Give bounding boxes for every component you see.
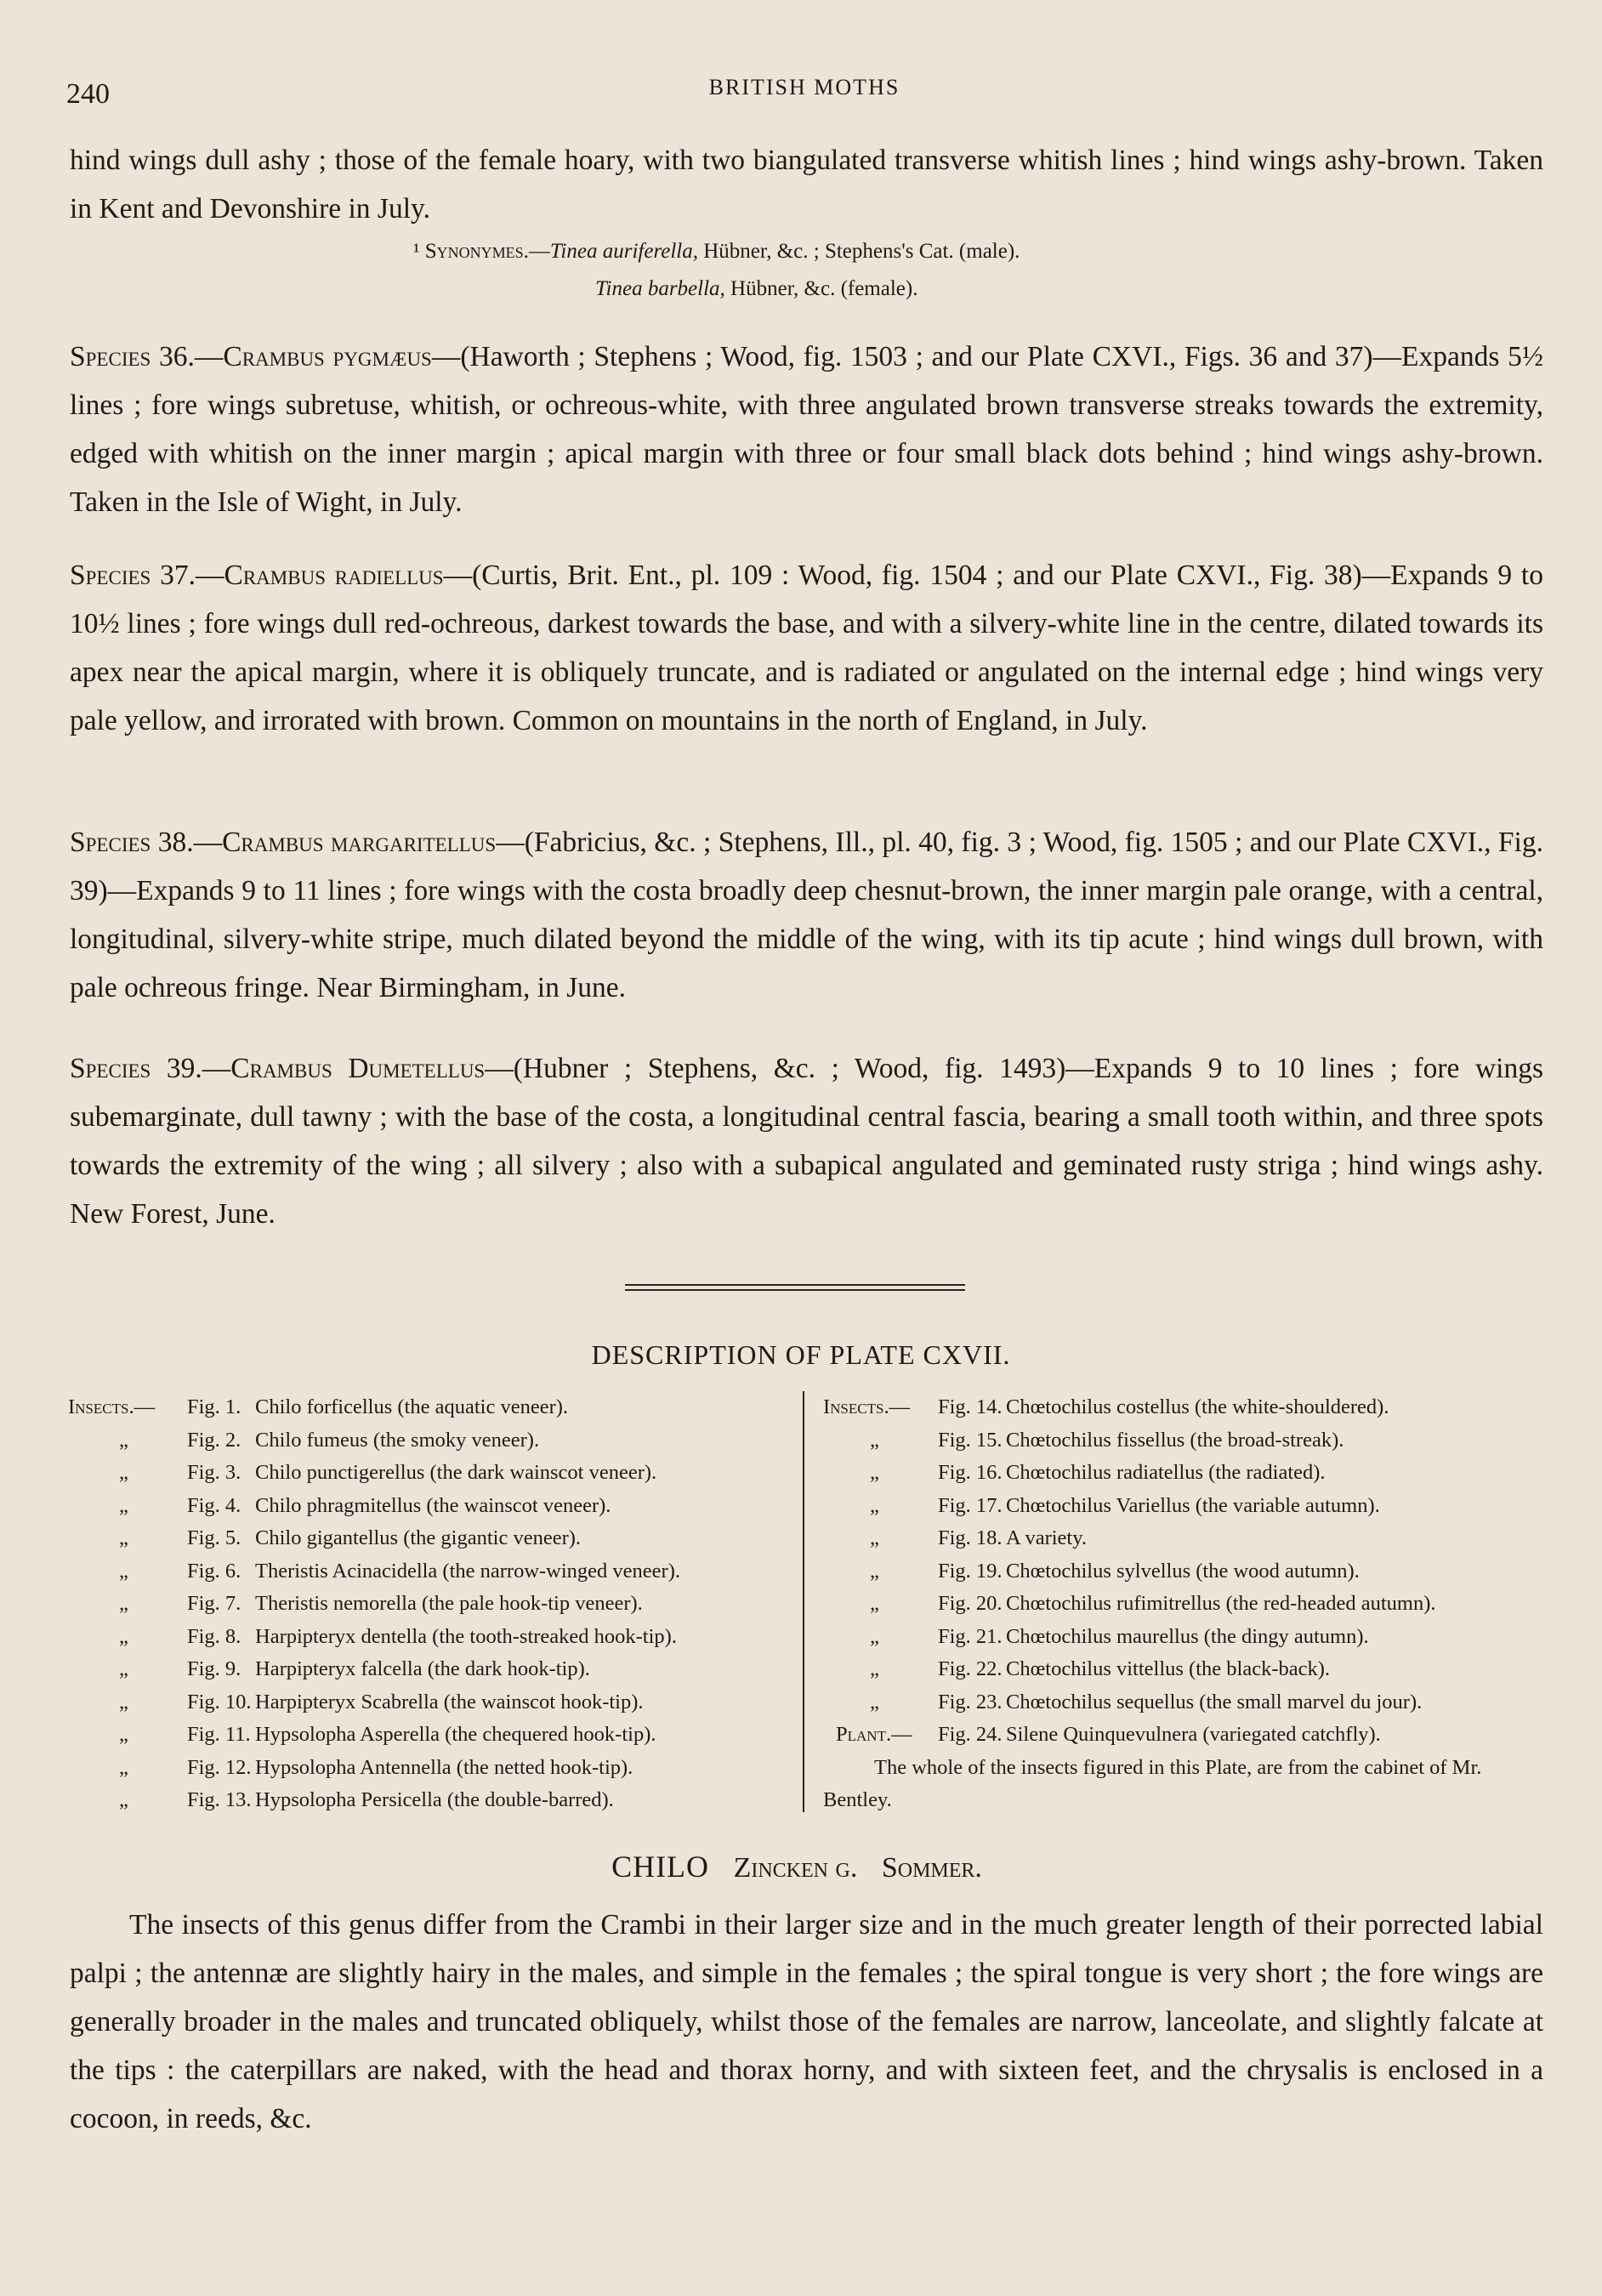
plate-list-right xyxy=(823,1391,1546,1817)
plate-entry: „ Fig. 2. Chilo fumeus (the smoky veneer). xyxy=(119,1428,540,1452)
plate-entry: „ Fig. 20. Chœtochilus rufimitrellus (the red-headed autumn). xyxy=(870,1592,1436,1615)
synonym-rest-1: Hübner, &c. ; Stephens's Cat. (male). xyxy=(697,240,1020,263)
synonym-name-1: Tinea auriferella, xyxy=(549,240,698,263)
species-37-heading: Species 37.—Crambus radiellus xyxy=(70,560,444,591)
synonym-rest-2: Hübner, &c. (female). xyxy=(724,277,918,300)
species-39-heading: Species 39.—Crambus Dumetellus xyxy=(70,1053,486,1084)
species-36-text: —(Haworth ; Stephens ; Wood, fig. 1503 ; and our Plate CXVI., Figs. 36 and 37)—Expands 5½ lines ; fore wings subretuse, whitish, or ochreous-white, with three angulated brown transverse streaks towards the extremity, edged with whitish on the inner margin ; apical margin with three or four small black dots behind ; hind wings ashy-brown. Taken in the Isle of Wight, in July. xyxy=(70,341,1543,518)
continuation-text: hind wings dull ashy ; those of the female hoary, with two biangulated transverse whitish lines ; hind wings ashy-brown. Taken in Kent and Devonshire in July. xyxy=(70,145,1543,224)
species-38 xyxy=(70,818,1543,1012)
plate-entry: Insects.— Fig. 14. Chœtochilus costellus (the white-shouldered). xyxy=(823,1395,1389,1418)
plate-entry: Plant.— Fig. 24. Silene Quinquevulnera (variegated catchfly). xyxy=(836,1723,1381,1746)
plate-list-left xyxy=(68,1391,799,1817)
species-36 xyxy=(70,332,1543,526)
page-number: 240 xyxy=(66,78,110,110)
plate-entry: „ Fig. 6. Theristis Acinacidella (the narrow-winged veneer). xyxy=(119,1559,681,1583)
plate-entry: „ Fig. 4. Chilo phragmitellus (the wainscot veneer). xyxy=(119,1493,611,1517)
genus-author-2: Sommer. xyxy=(881,1852,982,1884)
genus-description xyxy=(70,1901,1543,2143)
plate-entry: „ Fig. 17. Chœtochilus Variellus (the variable autumn). xyxy=(870,1493,1380,1517)
species-37 xyxy=(70,551,1543,745)
species-38-text: —(Fabricius, &c. ; Stephens, Ill., pl. 40, fig. 3 ; Wood, fig. 1505 ; and our Plate CXVI., Fig. 39)—Expands 9 to 11 lines ; fore wings with the costa broadly deep chesnut-brown, the inner margin pale orange, with a central, longitudinal, silvery-white stripe, much dilated beyond the middle of the wing, with its tip acute ; hind wings dull brown, with pale ochreous fringe. Near Birmingham, in June. xyxy=(70,827,1543,1003)
synonym-line-1 xyxy=(0,233,1602,270)
genus-author-1: Zincken g. xyxy=(733,1852,858,1884)
synonyms-label: ¹ Synonymes.— xyxy=(413,240,550,263)
plate-note: The whole of the insects figured in this Plate, are from the cabinet of Mr. Bentley. xyxy=(823,1755,1482,1811)
species-37-text: —(Curtis, Brit. Ent., pl. 109 : Wood, fig. 1504 ; and our Plate CXVI., Fig. 38)—Expands 9 to 10½ lines ; fore wings dull red-ochreous, darkest towards the base, and with a silvery-white line in the centre, dilated towards its apex near the apical margin, where it is obliquely truncate, and is radiated or angulated on the internal edge ; hind wings very pale yellow, and irrorated with brown. Common on mountains in the north of England, in July. xyxy=(70,560,1543,736)
plate-entry: „ Fig. 10. Harpipteryx Scabrella (the wainscot hook-tip). xyxy=(119,1690,644,1713)
column-divider xyxy=(803,1391,804,1812)
plate-entry: Insects.— Fig. 1. Chilo forficellus (the aquatic veneer). xyxy=(68,1395,569,1418)
species-39 xyxy=(70,1044,1543,1238)
plate-entry: „ Fig. 12. Hypsolopha Antennella (the netted hook-tip). xyxy=(119,1755,633,1779)
species-38-heading: Species 38.—Crambus margaritellus xyxy=(70,827,497,858)
running-head: BRITISH MOTHS xyxy=(708,75,900,99)
plate-entry: „ Fig. 13. Hypsolopha Persicella (the double-barred). xyxy=(119,1788,614,1811)
genus-name: CHILO xyxy=(611,1850,710,1884)
plate-entry: „ Fig. 7. Theristis nemorella (the pale hook-tip veneer). xyxy=(119,1592,643,1615)
synonym-line-2 xyxy=(0,270,1602,308)
species-36-heading: Species 36.—Crambus pygmæus xyxy=(70,341,432,372)
genus-heading xyxy=(0,1849,1602,1884)
synonym-name-2: Tinea barbella, xyxy=(595,277,725,300)
plate-entry: „ Fig. 15. Chœtochilus fissellus (the broad-streak). xyxy=(870,1428,1344,1452)
plate-entry: „ Fig. 16. Chœtochilus radiatellus (the radiated). xyxy=(870,1461,1326,1484)
plate-entry: „ Fig. 11. Hypsolopha Asperella (the chequered hook-tip). xyxy=(119,1723,656,1746)
plate-entry: „ Fig. 22. Chœtochilus vittellus (the black-back). xyxy=(870,1657,1331,1680)
section-divider-rule xyxy=(625,1284,965,1286)
page-header xyxy=(66,71,1542,114)
plate-entry: „ Fig. 23. Chœtochilus sequellus (the small marvel du jour). xyxy=(870,1690,1423,1713)
plate-entry: „ Fig. 8. Harpipteryx dentella (the tooth-streaked hook-tip). xyxy=(119,1624,677,1648)
paragraph-continuation xyxy=(70,136,1543,233)
plate-entry: „ Fig. 5. Chilo gigantellus (the gigantic veneer). xyxy=(119,1526,582,1549)
section-divider-rule-2 xyxy=(625,1289,965,1291)
species-39-text: —(Hubner ; Stephens, &c. ; Wood, fig. 1493)—Expands 9 to 10 lines ; fore wings subemarginate, dull tawny ; with the base of the costa, a longitudinal central fascia, bearing a small tooth within, and three spots towards the extremity of the wing ; all silvery ; also with a subapical angulated and geminated rusty striga ; hind wings ashy. New Forest, June. xyxy=(70,1053,1543,1230)
synonyms-footnote xyxy=(0,233,1602,308)
plate-entry: „ Fig. 9. Harpipteryx falcella (the dark hook-tip). xyxy=(119,1657,590,1680)
genus-description-text: The insects of this genus differ from the Crambi in their larger size and in the much greater length of their porrected labial palpi ; the antennæ are slightly hairy in the males, and simple in the females ; the spiral tongue is very short ; the fore wings are generally broader in the males and truncated obliquely, whilst those of the females are narrow, lanceolate, and slightly falcate at the tips : the caterpillars are naked, with the head and thorax horny, and with sixteen feet, and the chrysalis is enclosed in a cocoon, in reeds, &c. xyxy=(70,1909,1543,2134)
plate-entry: „ Fig. 19. Chœtochilus sylvellus (the wood autumn). xyxy=(870,1559,1360,1583)
plate-entry: „ Fig. 18. A variety. xyxy=(870,1526,1088,1549)
plate-entry: „ Fig. 3. Chilo punctigerellus (the dark wainscot veneer). xyxy=(119,1461,657,1484)
plate-entry: „ Fig. 21. Chœtochilus maurellus (the dingy autumn). xyxy=(870,1624,1369,1648)
plate-description-title: DESCRIPTION OF PLATE CXVII. xyxy=(591,1339,1011,1370)
